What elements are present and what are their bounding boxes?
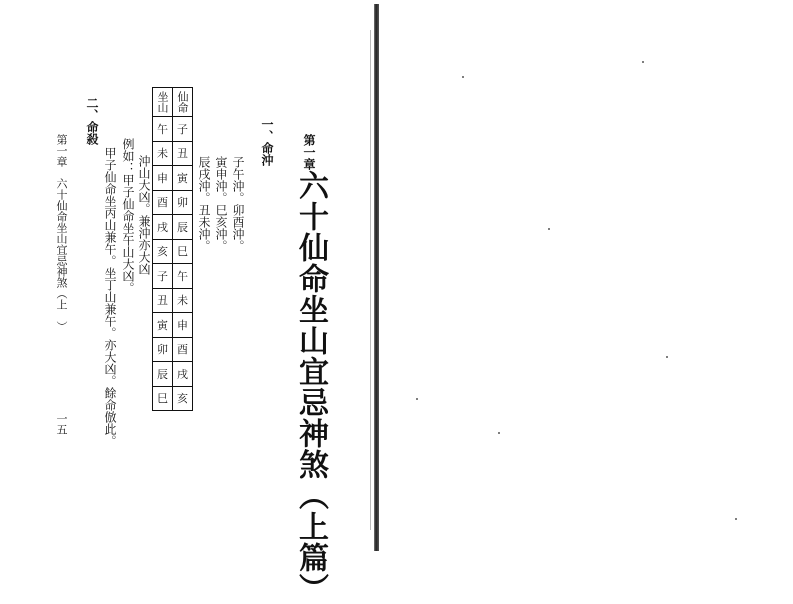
table-cell: 酉 xyxy=(173,338,192,363)
chapter-title: 六十仙命坐山宜忌神煞（上篇） xyxy=(293,170,328,604)
table-col-life xyxy=(172,88,192,410)
table-cell: 辰 xyxy=(173,215,192,240)
section-heading-1: 一、命沖 xyxy=(260,118,274,166)
example-line-2: 甲子仙命坐丙山兼午。坐丁山兼午。亦大凶。餘命倣此。 xyxy=(103,147,117,447)
table-cell: 申 xyxy=(173,313,192,338)
table-cell: 巳 xyxy=(173,240,192,265)
table-cell: 巳 xyxy=(157,392,168,406)
clash-line-3: 辰戌沖。丑未沖。 xyxy=(197,156,211,252)
table-cell: 亥 xyxy=(177,392,188,406)
scan-speck xyxy=(548,228,550,230)
table-cell: 丑 xyxy=(173,142,192,167)
table-cell: 戌 xyxy=(173,362,192,387)
section-heading-2: 二、命殺 xyxy=(85,97,99,145)
table-cell: 未 xyxy=(153,142,172,167)
table-cell: 子 xyxy=(173,117,192,142)
life-mountain-table xyxy=(152,87,193,411)
chapter-label: 第一章 xyxy=(302,134,316,170)
example-line-1: 例如：甲子仙命坐午山大凶。 xyxy=(121,138,135,294)
table-header-life: 仙命 xyxy=(173,88,192,117)
page-gutter-shadow xyxy=(370,30,371,530)
scan-speck xyxy=(642,61,644,63)
clash-line-2: 寅申沖。巳亥沖。 xyxy=(214,156,228,252)
table-note: 沖山大凶。兼沖亦大凶 xyxy=(137,155,151,275)
table-cell: 午 xyxy=(153,117,172,142)
scan-speck xyxy=(498,432,500,434)
table-cell: 子 xyxy=(153,264,172,289)
scan-speck xyxy=(462,76,464,78)
table-cell: 辰 xyxy=(153,362,172,387)
scan-speck xyxy=(416,398,418,400)
table-cell: 寅 xyxy=(153,313,172,338)
table-cell: 戌 xyxy=(153,215,172,240)
scan-speck xyxy=(666,356,668,358)
table-cell: 卯 xyxy=(153,338,172,363)
table-cell: 酉 xyxy=(153,191,172,216)
table-cell: 寅 xyxy=(173,166,192,191)
table-cell: 未 xyxy=(173,289,192,314)
table-col-mountain xyxy=(153,88,172,410)
running-head: 第一章 六十仙命坐山宜忌神煞（上 ） xyxy=(55,134,68,332)
scan-speck xyxy=(735,518,737,520)
clash-line-1: 子午沖。卯酉沖。 xyxy=(231,156,245,252)
table-cell: 卯 xyxy=(173,191,192,216)
page-number: 一五 xyxy=(55,413,68,435)
table-cell: 申 xyxy=(153,166,172,191)
table-cell: 丑 xyxy=(153,289,172,314)
table-header-mountain: 坐山 xyxy=(153,88,172,117)
table-cell: 午 xyxy=(173,264,192,289)
page-gutter xyxy=(374,4,379,551)
table-cell: 亥 xyxy=(153,240,172,265)
